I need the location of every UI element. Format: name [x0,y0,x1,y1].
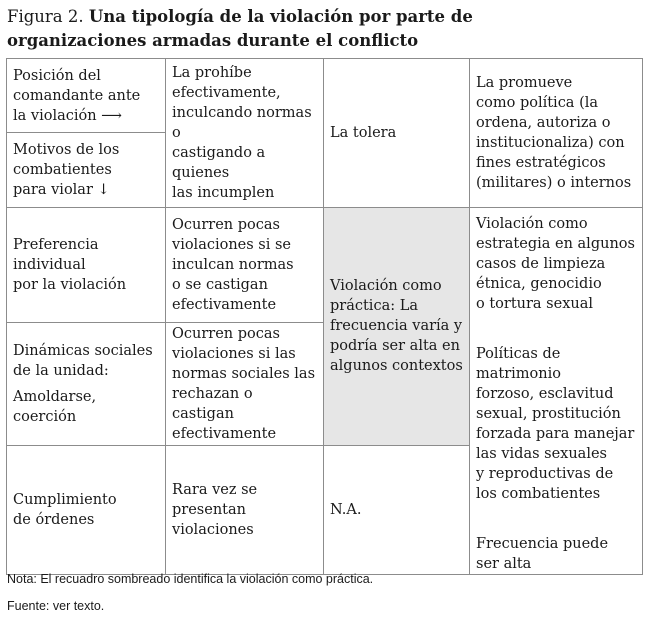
practice-shaded-cell: Violación como práctica: La frecuencia varía y podría ser alta en algunos contextos [324,208,470,446]
individual-prohibits-cell: Ocurren pocas violaciones si se inculcan normas o se castigan efectivamente [166,208,324,323]
unit-prohibits-cell: Ocurren pocas violaciones si las normas sociales las rechazan o castigan efectivamente [166,323,324,445]
figure-label: Figura 2. [7,7,84,26]
strategy-cell: Violación como estrategia en algunos casos de limpieza étnica, genocidio o tortura sexual Políticas de matrimonio forzoso, esclavitud sexual, prostitución forzada para manejar las vidas sexuales y reproductivas de los combatientes Frecuencia puede ser alta [470,208,643,575]
orders-tolerates-cell: N.A. [324,445,470,574]
orders-prohibits-cell: Rara vez se presentan violaciones [166,445,324,574]
prohibits-header-cell: La prohíbe efectivamente, inculcando normas o castigando a quienes las incumplen [166,59,324,208]
figure-title [7,5,647,53]
table-source: Fuente: ver texto. [7,599,105,613]
position-header-cell: Posición del comandante ante la violación ⟶ [7,59,166,133]
unit-dynamics-cell: Dinámicas sociales de la unidad: Amoldarse, coerción [7,323,166,445]
typology-table [6,58,643,575]
individual-preference-cell: Preferencia individual por la violación [7,208,166,323]
figure-title-line-1: Una tipología de la violación por parte de [88,7,473,26]
tolerates-header-cell: La tolera [324,59,470,208]
figure-title-line-2: organizaciones armadas durante el conflicto [7,31,419,50]
table-note: Nota: El recuadro sombreado identifica la violación como práctica. [7,572,374,586]
orders-compliance-cell: Cumplimiento de órdenes [7,445,166,574]
motives-header-cell: Motivos de los combatientes para violar ↓ [7,133,166,208]
promotes-header-cell: La promueve como política (la ordena, autoriza o institucionaliza) con fines estratégicos (militares) o internos [470,59,643,208]
